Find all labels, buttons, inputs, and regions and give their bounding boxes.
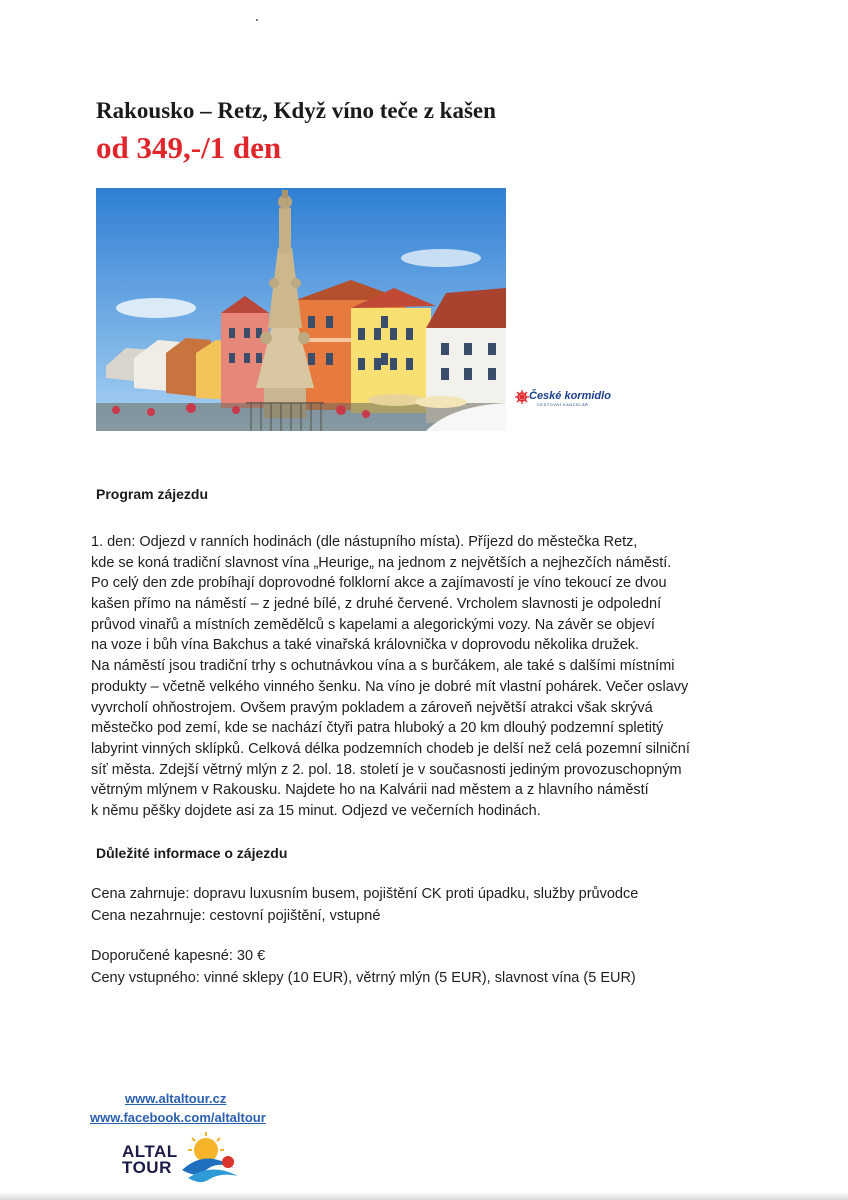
program-line: labyrint vinných sklípků. Celková délka podzemních chodeb je delší než celá pozemní silniční	[91, 740, 690, 757]
program-line: na voze i bůh vína Bakchus a také vinařská královnička v doprovodu několika družek.	[91, 637, 640, 654]
program-line: kde se koná tradiční slavnost vína „Heurige„ na jednom z největších a nejhezčích náměstí.	[91, 554, 672, 571]
program-line: produkty – včetně velkého vinného šenku. Na víno je dobré mít vlastní pohárek. Večer oslavy	[91, 678, 689, 695]
altal-tour-logo	[116, 1130, 256, 1192]
program-line: síť města. Zdejší větrný mlýn z 2. pol. 18. století je v současnosti jediným provozuschopným	[91, 761, 682, 778]
trip-title: Rakousko – Retz, Když víno teče z kašen	[96, 98, 496, 123]
logo-line-2: TOUR	[122, 1158, 172, 1177]
scan-speck	[256, 19, 258, 21]
program-line: městečko pod zemí, kde se nachází čtyři patra hluboký a 20 km dlouhý podzemní spletitý	[91, 720, 664, 737]
logo-line-1: ALTAL	[122, 1142, 178, 1161]
program-description	[91, 532, 741, 822]
program-line: k němu pěšky dojdete asi za 15 minut. Odjezd ve večerních hodinách.	[91, 802, 541, 819]
partner-name: České kormidlo	[529, 390, 611, 402]
program-line: Na náměstí jsou tradiční trhy s ochutnávkou vína a s burčákem, ale také s dalšími místními	[91, 658, 675, 675]
scan-bottom-edge	[0, 1192, 848, 1200]
program-line: průvod vinařů a místních zemědělců s kapelami a alegorickými vozy. Na závěr se objeví	[91, 616, 655, 633]
helm-icon	[515, 390, 529, 404]
website-link[interactable]: www.altaltour.cz	[125, 1091, 227, 1106]
altal-wordmark	[122, 1144, 178, 1176]
price-excludes: Cena nezahrnuje: cestovní pojištění, vstupné	[91, 908, 381, 924]
ceske-kormidlo-logo	[515, 390, 635, 410]
program-heading: Program zájezdu	[96, 486, 209, 502]
admission-prices: Ceny vstupného: vinné sklepy (10 EUR), větrný mlýn (5 EUR), slavnost vína (5 EUR)	[91, 970, 636, 986]
program-line: Po celý den zde probíhají doprovodné folklorní akce a zajímavostí je víno tekoucí ze dvou	[91, 575, 667, 592]
facebook-link[interactable]: www.facebook.com/altaltour	[90, 1110, 266, 1125]
retz-square-photo	[96, 188, 506, 431]
price-includes: Cena zahrnuje: dopravu luxusním busem, pojištění CK proti úpadku, služby průvodce	[91, 886, 639, 902]
program-line: 1. den: Odjezd v ranních hodinách (dle nástupního místa). Příjezd do městečka Retz,	[91, 534, 638, 550]
partner-subtitle: CESTOVNÍ KANCELÁŘ	[537, 402, 589, 407]
trip-price: od 349,-/1 den	[96, 130, 282, 165]
pocket-money: Doporučené kapesné: 30 €	[91, 948, 266, 964]
program-line: kašen přímo na náměstí – z jedné bílé, z druhé červené. Vrcholem slavnosti je odpolední	[91, 596, 662, 613]
program-line: větrným mlýnem v Rakousku. Najdete ho na Kalvárii nad městem a z hlavního náměstí	[91, 782, 649, 799]
program-line: vyvrcholí ohňostrojem. Ovšem pravým pokladem a zároveň největší atrakci však skrývá	[91, 699, 653, 716]
info-heading: Důležité informace o zájezdu	[96, 845, 288, 861]
